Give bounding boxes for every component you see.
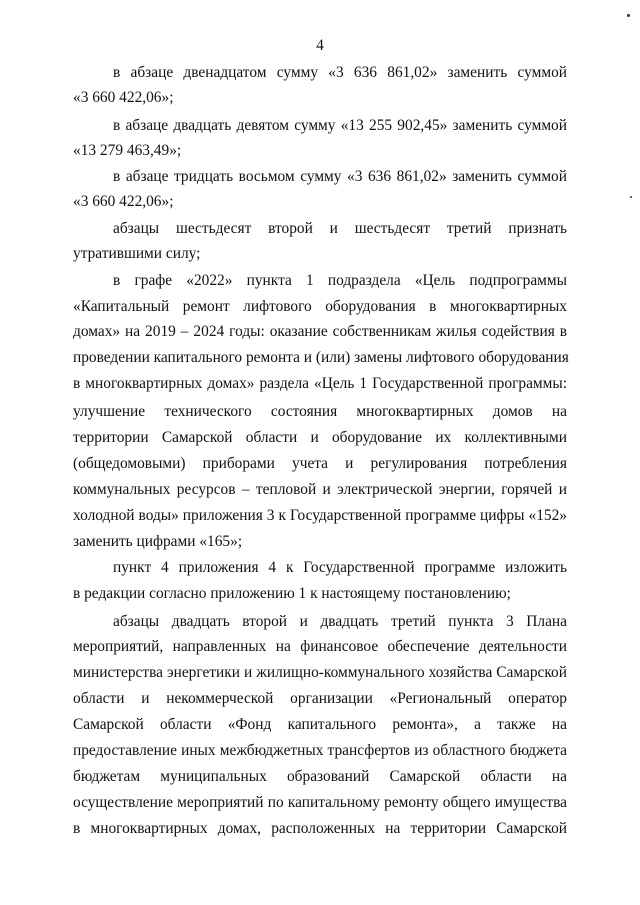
page-number: 4 — [316, 37, 324, 54]
text-line: в редакции согласно приложению 1 к настоящему постановлению; — [73, 585, 511, 602]
text-line: в абзаце двадцать девятом сумму «13 255 902,45» заменить суммой — [113, 117, 567, 134]
scan-speck — [630, 196, 632, 198]
text-line: «3 660 422,06»; — [73, 193, 174, 210]
text-line: министерства энергетики и жилищно-коммунального хозяйства Самарской — [73, 664, 567, 681]
text-line: холодной воды» приложения 3 к Государственной программе цифры «152» — [73, 507, 567, 524]
text-line: абзацы шестьдесят второй и шестьдесят третий признать — [113, 220, 567, 237]
text-line: в абзаце тридцать восьмом сумму «3 636 861,02» заменить суммой — [113, 168, 567, 185]
text-line: абзацы двадцать второй и двадцать третий пункта 3 Плана — [113, 613, 567, 630]
text-line: «Капитальный ремонт лифтового оборудования в многоквартирных — [73, 298, 567, 315]
text-line: домах» на 2019 – 2024 годы: оказание собственникам жилья содействия в — [73, 323, 567, 340]
text-line: предоставление иных межбюджетных трансфертов из областного бюджета — [73, 742, 567, 759]
text-line: мероприятий, направленных на финансовое обеспечение деятельности — [73, 638, 567, 655]
text-line: бюджетам муниципальных образований Самарской области на — [73, 768, 567, 785]
text-line: проведении капитального ремонта и (или) замены лифтового оборудования — [73, 349, 569, 366]
text-line: территории Самарской области и оборудование их коллективными — [73, 429, 567, 446]
text-line: улучшение технического состояния многоквартирных домов на — [73, 403, 567, 420]
text-line: области и некоммерческой организации «Региональный оператор — [73, 690, 567, 707]
text-line: (общедомовыми) приборами учета и регулирования потребления — [73, 455, 567, 472]
text-line: в графе «2022» пункта 1 подраздела «Цель подпрограммы — [113, 272, 567, 289]
text-line: пункт 4 приложения 4 к Государственной программе изложить — [113, 559, 567, 576]
text-line: в абзаце двенадцатом сумму «3 636 861,02» заменить суммой — [113, 64, 567, 81]
text-line: Самарской области «Фонд капитального ремонта», а также на — [73, 716, 567, 733]
text-line: «13 279 463,49»; — [73, 142, 182, 159]
text-line: «3 660 422,06»; — [73, 89, 174, 106]
text-line: в многоквартирных домах» раздела «Цель 1 Государственной программы: — [73, 375, 567, 392]
text-line: осуществление мероприятий по капитальному ремонту общего имущества — [73, 794, 567, 811]
text-line: утратившими силу; — [73, 245, 201, 262]
text-line: заменить цифрами «165»; — [73, 533, 243, 550]
text-line: в многоквартирных домах, расположенных на территории Самарской — [73, 820, 567, 837]
text-line: коммунальных ресурсов – тепловой и электрической энергии, горячей и — [73, 481, 567, 498]
scan-speck — [627, 14, 630, 17]
